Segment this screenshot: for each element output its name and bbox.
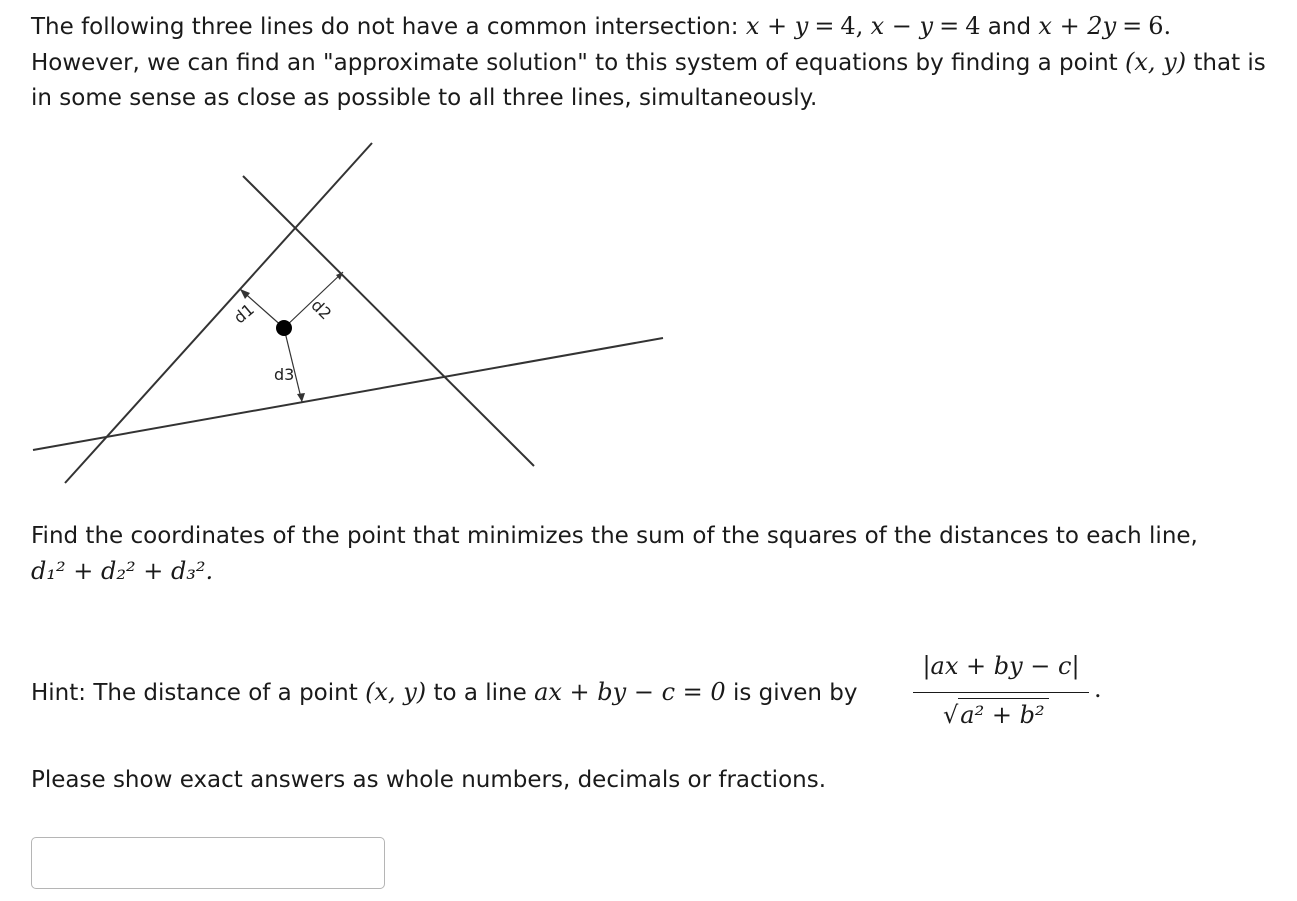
fraction-bar [913, 692, 1089, 693]
hint-point: (x, y) [365, 678, 427, 706]
intro-text-4: in some sense as close as possible to all three lines, simultaneously. [31, 85, 818, 111]
equation-1-rhs: 4, [840, 12, 864, 40]
hint-text-1: Hint: The distance of a point [31, 680, 366, 706]
distance-sum-formula: d₁² + d₂² + d₃². [31, 557, 214, 585]
line-x-plus-2y [33, 338, 663, 450]
three-lines-diagram [0, 130, 700, 490]
equation-1-lhs: x + y [745, 12, 809, 40]
hint-text-3: is given by [725, 680, 858, 706]
intro-text-2: However, we can find an "approximate solution" to this system of equations by finding a point [31, 50, 1125, 76]
hint-text-2: to a line [426, 680, 535, 706]
intro-text-3: that is [1186, 50, 1266, 76]
point-notation: (x, y) [1125, 48, 1187, 76]
arrowhead-d1 [240, 289, 250, 299]
hint-period: . [1094, 675, 1102, 703]
question [31, 519, 1198, 589]
hint-line-equation: ax + by − c = 0 [534, 678, 726, 706]
equals-sign: = [814, 12, 835, 40]
hint [31, 675, 858, 711]
equation-3-rhs: 6. [1148, 12, 1172, 40]
answer-instructions: Please show exact answers as whole numbers, decimals or fractions. [31, 767, 827, 793]
fraction-numerator: |ax + by − c| [922, 652, 1080, 680]
equation-2-rhs: 4 [965, 12, 981, 40]
label-d2: d2 [307, 295, 336, 324]
answer-input[interactable] [31, 837, 385, 889]
radicand: a² + b² [958, 698, 1048, 729]
arrowhead-d3 [297, 393, 305, 402]
equals-sign: = [1122, 12, 1143, 40]
equation-3-lhs: x + 2y [1038, 12, 1117, 40]
fraction-denominator [943, 698, 1049, 729]
equals-sign: = [939, 12, 960, 40]
intro-text-1: The following three lines do not have a common intersection: [31, 14, 746, 40]
label-d1: d1 [230, 299, 258, 328]
intro-line-2 [31, 45, 1266, 81]
radical-sign: √ [943, 701, 959, 729]
problem-intro [31, 9, 1266, 116]
distance-d2-segment [284, 272, 343, 328]
and-word: and [980, 14, 1039, 40]
intro-line-1 [31, 9, 1266, 45]
question-text: Find the coordinates of the point that minimizes the sum of the squares of the distances to each line, [31, 523, 1198, 549]
intro-line-3 [31, 81, 1266, 116]
distance-formula-fraction [913, 648, 1089, 743]
approximate-solution-point [276, 320, 292, 336]
equation-2-lhs: x − y [870, 12, 934, 40]
label-d3: d3 [274, 365, 295, 384]
